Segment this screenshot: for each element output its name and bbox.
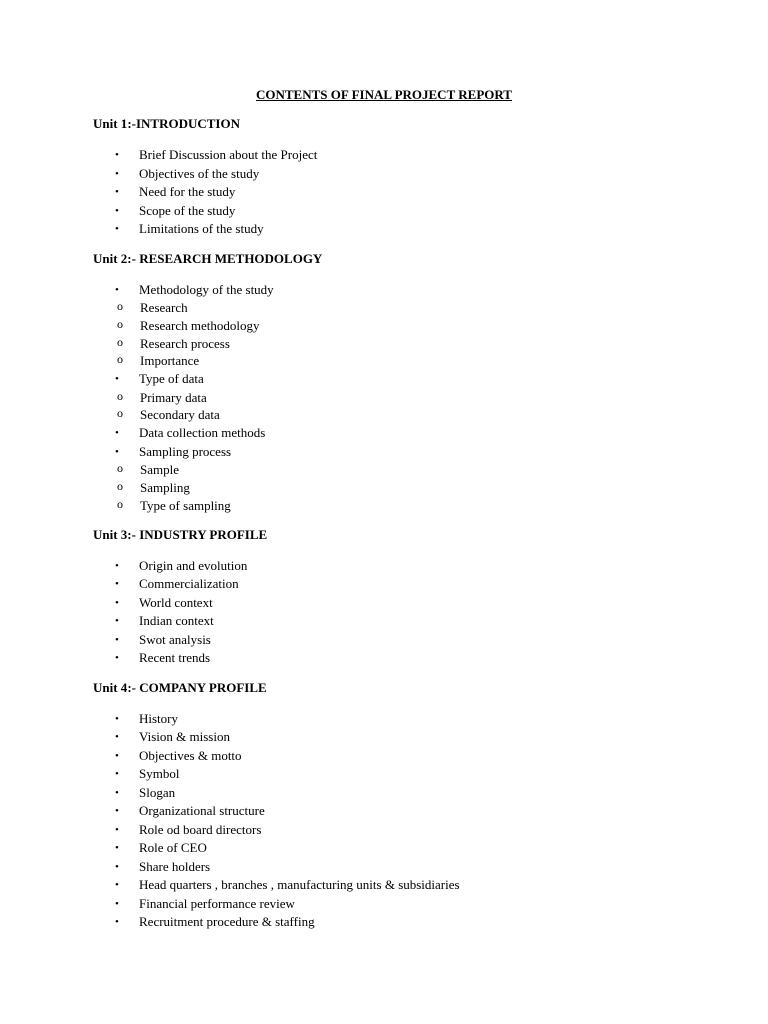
unit-heading-4 — [93, 680, 713, 696]
bullet-icon: • — [115, 167, 119, 180]
document-title-text: CONTENTS OF FINAL PROJECT REPORT — [256, 87, 512, 102]
sub-list-item — [93, 461, 713, 479]
list-item — [93, 839, 713, 858]
list-item-label: Recent trends — [139, 650, 211, 666]
bullet-icon: • — [115, 204, 119, 217]
bullet-icon: • — [115, 223, 119, 235]
list-item — [93, 649, 713, 668]
list-item-label: Need for the study — [139, 184, 236, 199]
sub-list-item-label: Sampling — [140, 480, 190, 496]
list-item-label: Role of CEO — [139, 840, 207, 856]
list-item-label: Role od board directors — [139, 821, 262, 837]
bullet-icon: • — [115, 712, 119, 725]
list-item-label: Swot analysis — [139, 631, 211, 647]
list-item — [93, 784, 713, 803]
bullet-icon: • — [115, 373, 119, 386]
sub-list-item-label: Research process — [140, 335, 230, 351]
bullet-icon: • — [115, 860, 119, 873]
list-item — [93, 728, 713, 747]
circle-bullet-icon: o — [117, 299, 123, 313]
list-item-label: Methodology of the study — [139, 281, 274, 297]
list-item-label: Head quarters , branches , manufacturing units & subsidiaries — [139, 877, 460, 893]
list-item — [93, 612, 713, 631]
list-item — [93, 202, 713, 221]
bullet-icon: • — [115, 805, 119, 818]
list-item — [93, 281, 713, 300]
unit-1-list — [93, 146, 713, 239]
list-item-label: History — [139, 710, 178, 726]
sub-list-item-label: Sample — [140, 462, 179, 478]
list-item-label: Commercialization — [139, 576, 239, 592]
list-item — [93, 747, 713, 766]
sub-list-item — [93, 406, 713, 424]
bullet-icon: • — [115, 652, 119, 665]
list-item — [93, 370, 713, 389]
bullet-icon: • — [115, 842, 119, 855]
unit-heading-prefix: Unit 3:- INDUSTRY PROFILE — [93, 526, 268, 542]
sub-list — [93, 389, 713, 425]
sub-list-item-label: Primary data — [140, 389, 207, 405]
unit-4-list — [93, 710, 713, 932]
list-item — [93, 858, 713, 877]
list-item-label: World context — [139, 594, 213, 610]
bullet-icon: • — [115, 897, 119, 910]
unit-heading-prefix: Unit 2:- RESEARCH METHODOLOGY — [93, 250, 323, 266]
bullet-icon: • — [115, 615, 119, 628]
list-item — [93, 913, 713, 932]
list-item-label: Origin and evolution — [139, 557, 248, 573]
sub-list-item — [93, 497, 713, 515]
list-item-label: Scope of the study — [139, 202, 236, 218]
sub-list-item-label: Research — [140, 300, 188, 315]
bullet-icon: • — [115, 768, 119, 781]
bullet-icon: • — [115, 283, 119, 296]
bullet-icon: • — [115, 916, 119, 929]
bullet-icon: • — [115, 731, 119, 744]
sub-list-item — [93, 335, 713, 353]
unit-heading-3 — [93, 527, 713, 543]
bullet-icon: • — [115, 186, 119, 198]
circle-bullet-icon: o — [117, 496, 123, 511]
unit-2-list — [93, 281, 713, 515]
list-item-label: Organizational structure — [139, 803, 265, 819]
sub-list-item-label: Type of sampling — [140, 497, 231, 513]
list-item — [93, 895, 713, 914]
list-item — [93, 220, 713, 239]
list-item — [93, 424, 713, 443]
list-item-label: Recruitment procedure & staffing — [139, 914, 315, 930]
list-item — [93, 183, 713, 202]
unit-heading-prefix: Unit 1 — [93, 116, 128, 131]
list-item-label: Financial performance review — [139, 895, 295, 911]
list-item-label: Symbol — [139, 766, 180, 782]
sub-list — [93, 299, 713, 370]
list-item-label: Vision & mission — [139, 729, 230, 745]
list-item — [93, 557, 713, 576]
list-item — [93, 575, 713, 594]
bullet-icon: • — [115, 823, 119, 836]
circle-bullet-icon: o — [117, 461, 123, 476]
sub-list-item-label: Secondary data — [140, 407, 220, 423]
circle-bullet-icon: o — [117, 406, 123, 421]
list-item — [93, 146, 713, 165]
circle-bullet-icon: o — [117, 479, 123, 494]
list-item — [93, 631, 713, 650]
circle-bullet-icon: o — [117, 388, 123, 403]
unit-heading-1 — [93, 116, 713, 132]
sub-list-item — [93, 352, 713, 370]
list-item — [93, 765, 713, 784]
bullet-icon: • — [115, 427, 119, 440]
list-item-label: Slogan — [139, 784, 176, 800]
list-item-label: Brief Discussion about the Project — [139, 147, 318, 162]
bullet-icon: • — [115, 596, 119, 609]
list-item-label: Data collection methods — [139, 425, 266, 441]
circle-bullet-icon: o — [117, 316, 123, 331]
unit-3-list — [93, 557, 713, 668]
list-item — [93, 821, 713, 840]
bullet-icon: • — [115, 578, 119, 591]
unit-heading-title: :- COMPANY PROFILE — [127, 679, 267, 695]
list-item-label: Objectives of the study — [139, 165, 260, 181]
contents-body — [93, 116, 713, 944]
unit-heading-2 — [93, 251, 713, 267]
list-item — [93, 443, 713, 462]
list-item — [93, 802, 713, 821]
bullet-icon: • — [115, 559, 119, 572]
sub-list-item-label: Research methodology — [140, 317, 260, 333]
unit-heading-title: :-INTRODUCTION — [127, 116, 240, 131]
list-item-label: Objectives & motto — [139, 747, 242, 763]
list-item — [93, 165, 713, 184]
sub-list — [93, 461, 713, 514]
circle-bullet-icon: o — [117, 352, 123, 367]
bullet-icon: • — [115, 149, 119, 161]
unit-heading-prefix: Unit 4 — [93, 679, 128, 695]
list-item-label: Sampling process — [139, 443, 232, 459]
bullet-icon: • — [115, 786, 119, 799]
document-title — [0, 87, 768, 103]
bullet-icon: • — [115, 879, 119, 892]
bullet-icon: • — [115, 749, 119, 762]
circle-bullet-icon: o — [117, 334, 123, 349]
list-item-label: Share holders — [139, 858, 211, 874]
bullet-icon: • — [115, 633, 119, 646]
list-item — [93, 876, 713, 895]
list-item-label: Limitations of the study — [139, 221, 264, 236]
list-item — [93, 594, 713, 613]
list-item — [93, 710, 713, 729]
sub-list-item — [93, 299, 713, 317]
sub-list-item — [93, 479, 713, 497]
sub-list-item-label: Importance — [140, 353, 200, 369]
sub-list-item — [93, 389, 713, 407]
bullet-icon: • — [115, 445, 119, 458]
list-item-label: Type of data — [139, 371, 204, 387]
sub-list-item — [93, 317, 713, 335]
list-item-label: Indian context — [139, 613, 214, 629]
